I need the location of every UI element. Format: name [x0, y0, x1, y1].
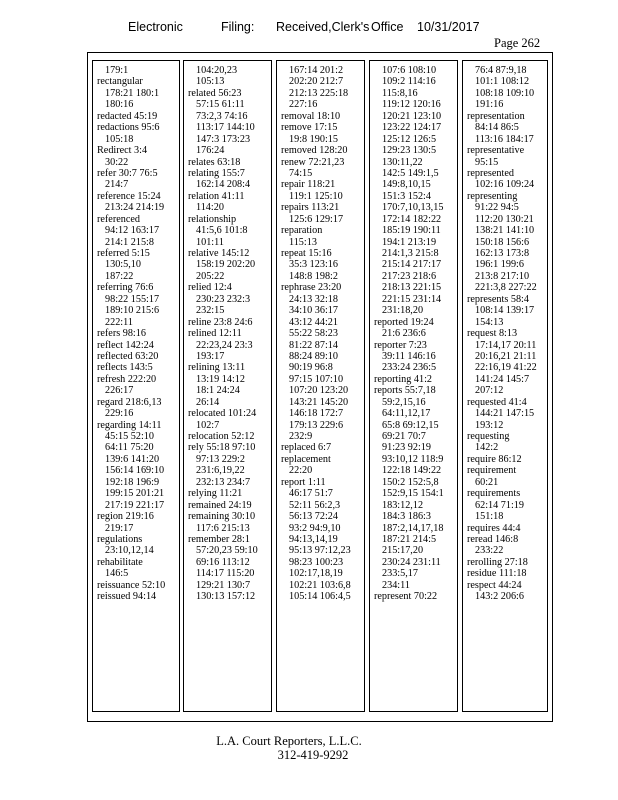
index-locator-line: 233:5,17 — [382, 568, 418, 580]
index-locator-line: 150:2 152:5,8 — [382, 476, 439, 488]
index-locator-line: 144:21 147:15 — [475, 408, 535, 420]
index-locator-line: 162:13 173:8 — [475, 248, 530, 259]
index-locator-line: 154:13 — [475, 316, 504, 328]
index-term-entry: reporting 41:2 — [374, 373, 433, 385]
index-locator-line: 187:21 214:5 — [382, 533, 437, 545]
index-frame — [87, 52, 553, 722]
index-locator-line: 56:13 72:24 — [289, 511, 338, 523]
index-locator-line: 108:18 109:10 — [475, 87, 535, 99]
index-locator-line: 119:12 120:16 — [382, 99, 441, 111]
index-locator-line: 91:22 94:5 — [475, 202, 519, 214]
index-locator-line: 180:16 — [105, 99, 134, 111]
index-term-entry: reporter 7:23 — [374, 339, 427, 351]
index-term-entry: replacement — [281, 453, 331, 465]
index-term-entry: removal 18:10 — [281, 110, 341, 122]
index-locator-line: 234:11 — [382, 579, 410, 591]
index-locator-line: 172:14 182:22 — [382, 213, 442, 225]
index-term-entry: redactions 95:6 — [97, 122, 160, 134]
index-locator-line: 57:15 61:11 — [196, 99, 245, 111]
header-date: 10/31/2017 — [417, 20, 480, 34]
index-term-entry: reissued 94:14 — [97, 591, 157, 603]
index-locator-line: 232:15 — [196, 305, 225, 317]
index-term-entry: reparation — [281, 225, 323, 237]
index-term-entry: repairs 113:21 — [281, 202, 340, 214]
index-term-entry: repair 118:21 — [281, 179, 336, 191]
index-locator-line: 105:13 — [196, 76, 225, 88]
index-locator-line: 185:19 190:11 — [382, 225, 441, 237]
index-locator-line: 207:12 — [475, 385, 504, 397]
index-term-entry: region 219:16 — [97, 511, 154, 523]
index-locator-line: 102:16 109:24 — [475, 179, 535, 191]
index-locator-line: 114:20 — [196, 202, 224, 214]
index-locator-line: 219:17 — [105, 522, 134, 534]
index-locator-line: 113:16 184:17 — [475, 133, 534, 145]
index-locator-line: 35:3 123:16 — [289, 259, 338, 271]
index-locator-line: 90:19 96:8 — [289, 362, 333, 374]
index-term-entry: removed 128:20 — [281, 145, 348, 157]
index-term-entry: rectangular — [97, 76, 143, 88]
index-locator-line: 142:2 — [475, 442, 499, 454]
footer-phone: 312-419-9292 — [277, 748, 349, 762]
index-locator-line: 215:17,20 — [382, 545, 424, 557]
index-term-entry: residue 111:18 — [467, 568, 527, 580]
index-locator-line: 19:8 190:15 — [289, 133, 338, 145]
index-term-entry: reference 15:24 — [97, 190, 161, 202]
index-term-entry: rehabilitate — [97, 556, 143, 568]
index-term-entry: requested 41:4 — [467, 396, 527, 408]
index-locator-line: 151:18 — [475, 511, 504, 523]
header-received: Received,Clerk's — [276, 20, 370, 34]
index-term-entry: relied 12:4 — [188, 282, 232, 294]
index-locator-line: 193:17 — [196, 350, 225, 362]
index-locator-line: 125:12 126:5 — [382, 133, 437, 145]
index-locator-line: 130:5,10 — [105, 259, 141, 271]
index-locator-line: 62:14 71:19 — [475, 499, 524, 511]
index-locator-line: 123:22 124:17 — [382, 122, 442, 134]
header-filing: Filing: — [221, 20, 255, 34]
index-term-entry: related 56:23 — [188, 87, 242, 99]
index-locator-line: 213:24 214:19 — [105, 202, 165, 214]
index-locator-line: 17:14,17 20:11 — [475, 339, 537, 351]
index-term-entry: represented — [467, 167, 514, 179]
index-term-entry: request 8:13 — [467, 328, 518, 340]
index-locator-line: 112:20 130:21 — [475, 213, 534, 225]
index-locator-line: 57:20,23 59:10 — [196, 545, 258, 557]
index-term-entry: relates 63:18 — [188, 156, 241, 168]
index-locator-line: 130:13 157:12 — [196, 591, 256, 603]
index-locator-line: 34:10 36:17 — [289, 305, 338, 317]
index-locator-line: 199:15 201:21 — [105, 488, 165, 500]
index-locator-line: 146:18 172:7 — [289, 408, 344, 420]
index-term-entry: relative 145:12 — [188, 248, 250, 259]
index-locator-line: 114:17 115:20 — [196, 568, 255, 580]
index-locator-line: 152:9,15 154:1 — [382, 488, 444, 500]
index-locator-line: 215:14 217:17 — [382, 259, 442, 271]
index-locator-line: 179:13 229:6 — [289, 419, 344, 431]
index-locator-line: 230:23 232:3 — [196, 293, 251, 305]
index-term-entry: representative — [467, 145, 525, 157]
index-locator-line: 143:21 145:20 — [289, 396, 349, 408]
index-locator-line: 227:16 — [289, 99, 318, 111]
index-locator-line: 143:2 206:6 — [475, 591, 524, 603]
index-locator-line: 156:14 169:10 — [105, 465, 165, 477]
index-locator-line: 97:13 229:2 — [196, 453, 245, 465]
index-locator-line: 46:17 51:7 — [289, 488, 333, 500]
index-term-entry: Redirect 3:4 — [97, 145, 148, 157]
index-locator-line: 230:24 231:11 — [382, 556, 441, 568]
index-locator-line: 122:18 149:22 — [382, 465, 442, 477]
index-locator-line: 170:7,10,13,15 — [382, 202, 444, 214]
index-locator-line: 218:13 221:15 — [382, 282, 442, 294]
index-locator-line: 21:6 236:6 — [382, 328, 426, 340]
index-term-entry: report 1:11 — [281, 476, 326, 488]
index-locator-line: 26:14 — [196, 396, 220, 408]
index-locator-line: 60:21 — [475, 476, 499, 488]
index-locator-line: 226:17 — [105, 385, 134, 397]
index-locator-line: 64:11,12,17 — [382, 408, 431, 420]
index-locator-line: 43:12 44:21 — [289, 316, 338, 328]
index-term-entry: represents 58:4 — [467, 293, 529, 305]
index-locator-line: 55:22 58:23 — [289, 328, 338, 340]
index-locator-line: 139:6 141:20 — [105, 453, 160, 465]
index-locator-line: 91:23 92:19 — [382, 442, 431, 454]
index-term-entry: require 86:12 — [467, 453, 522, 465]
index-locator-line: 129:23 130:5 — [382, 145, 437, 157]
index-locator-line: 107:20 123:20 — [289, 385, 349, 397]
index-locator-line: 222:11 — [105, 316, 133, 328]
index-locator-line: 102:7 — [196, 419, 220, 431]
index-locator-line: 88:24 89:10 — [289, 350, 338, 362]
index-locator-line: 20:16,21 21:11 — [475, 350, 537, 362]
index-term-entry: regulations — [97, 533, 143, 545]
index-locator-line: 148:8 198:2 — [289, 270, 338, 282]
index-locator-line: 147:3 173:23 — [196, 133, 251, 145]
index-term-entry: relation 41:11 — [188, 190, 245, 202]
index-locator-line: 93:2 94:9,10 — [289, 522, 341, 534]
index-locator-line: 167:14 201:2 — [289, 65, 344, 76]
page-number: Page 262 — [494, 36, 541, 50]
index-locator-line: 98:23 100:23 — [289, 556, 344, 568]
index-locator-line: 76:4 87:9,18 — [475, 65, 527, 76]
index-locator-line: 191:16 — [475, 99, 504, 111]
index-column-3 — [276, 60, 365, 712]
index-locator-line: 41:5,6 101:8 — [196, 225, 248, 237]
index-locator-line: 108:14 139:17 — [475, 305, 535, 317]
index-locator-line: 212:13 225:18 — [289, 87, 349, 99]
index-term-entry: redacted 45:19 — [97, 110, 158, 122]
index-locator-line: 98:22 155:17 — [105, 293, 160, 305]
index-locator-line: 129:21 130:7 — [196, 579, 251, 591]
index-term-entry: repeat 15:16 — [281, 248, 332, 259]
index-locator-line: 125:6 129:17 — [289, 213, 344, 225]
index-locator-line: 102:21 103:6,8 — [289, 579, 351, 591]
index-locator-line: 101:11 — [196, 236, 224, 248]
index-locator-line: 84:14 86:5 — [475, 122, 519, 134]
index-locator-line: 18:1 24:24 — [196, 385, 240, 397]
index-locator-line: 13:19 14:12 — [196, 373, 245, 385]
index-locator-line: 22:16,19 41:22 — [475, 362, 537, 374]
index-locator-line: 109:2 114:16 — [382, 76, 436, 88]
index-locator-line: 194:1 213:19 — [382, 236, 437, 248]
index-locator-line: 232:13 234:7 — [196, 476, 251, 488]
index-locator-line: 221:15 231:14 — [382, 293, 442, 305]
index-column-2 — [183, 60, 272, 712]
index-locator-line: 214:7 — [105, 179, 129, 191]
index-locator-line: 151:3 152:4 — [382, 190, 431, 202]
index-locator-line: 231:6,19,22 — [196, 465, 245, 477]
index-locator-line: 24:13 32:18 — [289, 293, 338, 305]
index-locator-line: 81:22 87:14 — [289, 339, 338, 351]
index-locator-line: 146:5 — [105, 568, 129, 580]
header-electronic: Electronic — [128, 20, 183, 34]
index-term-entry: rerolling 27:18 — [467, 556, 528, 568]
index-locator-line: 217:19 221:17 — [105, 499, 165, 511]
index-term-entry: refers 98:16 — [97, 328, 146, 340]
index-term-entry: remember 28:1 — [188, 533, 250, 545]
index-locator-line: 107:6 108:10 — [382, 65, 437, 76]
index-term-entry: reflect 142:24 — [97, 339, 154, 351]
index-locator-line: 138:21 141:10 — [475, 225, 535, 237]
index-term-entry: replaced 6:7 — [281, 442, 332, 454]
index-term-entry: reread 146:8 — [467, 533, 519, 545]
index-locator-line: 39:11 146:16 — [382, 350, 436, 362]
index-locator-line: 229:16 — [105, 408, 134, 420]
index-term-entry: referring 76:6 — [97, 282, 154, 294]
index-locator-line: 196:1 199:6 — [475, 259, 524, 271]
index-column-1 — [92, 60, 180, 712]
index-locator-line: 142:5 149:1,5 — [382, 167, 439, 179]
index-locator-line: 73:2,3 74:16 — [196, 110, 248, 122]
index-term-entry: reline 23:8 24:6 — [188, 316, 253, 328]
index-locator-line: 187:22 — [105, 270, 134, 282]
index-locator-line: 231:18,20 — [382, 305, 424, 317]
index-locator-line: 105:14 106:4,5 — [289, 591, 351, 603]
index-locator-line: 214:1 215:8 — [105, 236, 154, 248]
index-term-entry: regarding 14:11 — [97, 419, 162, 431]
index-term-entry: relined 12:11 — [188, 328, 242, 340]
index-locator-line: 52:11 56:2,3 — [289, 499, 341, 511]
index-locator-line: 22:20 — [289, 465, 313, 477]
index-locator-line: 23:10,12,14 — [105, 545, 154, 557]
index-locator-line: 141:24 145:7 — [475, 373, 530, 385]
index-locator-line: 183:12,12 — [382, 499, 424, 511]
index-column-5 — [462, 60, 548, 712]
index-locator-line: 115:13 — [289, 236, 317, 248]
index-locator-line: 178:21 180:1 — [105, 87, 160, 99]
index-term-entry: relocated 101:24 — [188, 408, 257, 420]
index-locator-line: 187:2,14,17,18 — [382, 522, 444, 534]
index-term-entry: representing — [467, 190, 518, 202]
index-locator-line: 104:20,23 — [196, 65, 238, 76]
index-locator-line: 232:9 — [289, 431, 313, 442]
index-locator-line: 59:2,15,16 — [382, 396, 426, 408]
index-term-entry: reflected 63:20 — [97, 350, 159, 362]
index-locator-line: 93:10,12 118:9 — [382, 453, 444, 465]
index-locator-line: 213:8 217:10 — [475, 270, 530, 282]
index-term-entry: reports 55:7,18 — [374, 385, 436, 397]
index-locator-line: 74:15 — [289, 167, 313, 179]
index-locator-line: 101:1 108:12 — [475, 76, 530, 88]
index-locator-line: 176:24 — [196, 145, 225, 157]
index-locator-line: 217:23 218:6 — [382, 270, 437, 282]
index-locator-line: 95:15 — [475, 156, 499, 168]
index-locator-line: 221:3,8 227:22 — [475, 282, 537, 294]
index-term-entry: regard 218:6,13 — [97, 396, 162, 408]
index-term-entry: rephrase 23:20 — [281, 282, 342, 294]
index-term-entry: requirement — [467, 465, 517, 477]
index-locator-line: 158:19 202:20 — [196, 259, 256, 271]
index-locator-line: 105:18 — [105, 133, 134, 145]
header-office: Office — [371, 20, 404, 34]
index-term-entry: relocation 52:12 — [188, 431, 255, 442]
index-locator-line: 120:21 123:10 — [382, 110, 442, 122]
index-term-entry: relining 13:11 — [188, 362, 246, 374]
index-locator-line: 149:8,10,15 — [382, 179, 431, 191]
index-locator-line: 117:6 215:13 — [196, 522, 250, 534]
index-term-entry: relationship — [188, 213, 237, 225]
index-locator-line: 22:23,24 23:3 — [196, 339, 253, 351]
index-locator-line: 119:1 125:10 — [289, 190, 343, 202]
index-term-entry: refer 30:7 76:5 — [97, 167, 158, 179]
index-locator-line: 214:1,3 215:8 — [382, 248, 439, 259]
index-locator-line: 150:18 156:6 — [475, 236, 530, 248]
index-term-entry: relating 155:7 — [188, 167, 245, 179]
index-column-4 — [369, 60, 458, 712]
index-term-entry: referenced — [97, 213, 140, 225]
index-term-entry: requires 44:4 — [467, 522, 521, 534]
index-term-entry: relying 11:21 — [188, 488, 243, 500]
index-locator-line: 193:12 — [475, 419, 504, 431]
index-locator-line: 189:10 215:6 — [105, 305, 160, 317]
index-locator-line: 45:15 52:10 — [105, 431, 154, 442]
index-locator-line: 97:15 107:10 — [289, 373, 344, 385]
index-locator-line: 130:11,22 — [382, 156, 423, 168]
index-locator-line: 202:20 212:7 — [289, 76, 344, 88]
index-term-entry: referred 5:15 — [97, 248, 150, 259]
index-term-entry: requesting — [467, 431, 510, 442]
index-locator-line: 115:8,16 — [382, 87, 418, 99]
footer-company: L.A. Court Reporters, L.L.C. — [216, 734, 362, 748]
index-locator-line: 69:21 70:7 — [382, 431, 426, 442]
index-term-entry: requirements — [467, 488, 521, 500]
index-locator-line: 94:12 163:17 — [105, 225, 160, 237]
index-term-entry: reported 19:24 — [374, 316, 434, 328]
index-term-entry: reissuance 52:10 — [97, 579, 166, 591]
index-locator-line: 162:14 208:4 — [196, 179, 251, 191]
index-locator-line: 192:18 196:9 — [105, 476, 160, 488]
index-term-entry: remained 24:19 — [188, 499, 252, 511]
index-term-entry: remaining 30:10 — [188, 511, 256, 523]
index-locator-line: 233:24 236:5 — [382, 362, 437, 374]
index-locator-line: 95:13 97:12,23 — [289, 545, 351, 557]
index-locator-line: 30:22 — [105, 156, 129, 168]
index-term-entry: representation — [467, 110, 525, 122]
index-term-entry: rely 55:18 97:10 — [188, 442, 256, 454]
index-locator-line: 233:22 — [475, 545, 504, 557]
index-term-entry: remove 17:15 — [281, 122, 338, 134]
index-locator-line: 69:16 113:12 — [196, 556, 250, 568]
index-term-entry: renew 72:21,23 — [281, 156, 345, 168]
index-locator-line: 64:11 75:20 — [105, 442, 154, 454]
index-locator-line: 102:17,18,19 — [289, 568, 343, 580]
index-term-entry: respect 44:24 — [467, 579, 522, 591]
index-locator-line: 179:1 — [105, 65, 129, 76]
index-locator-line: 113:17 144:10 — [196, 122, 255, 134]
index-term-entry: refresh 222:20 — [97, 373, 157, 385]
index-locator-line: 205:22 — [196, 270, 225, 282]
index-locator-line: 65:8 69:12,15 — [382, 419, 439, 431]
index-term-entry: represent 70:22 — [374, 591, 438, 603]
index-locator-line: 94:13,14,19 — [289, 533, 338, 545]
index-locator-line: 184:3 186:3 — [382, 511, 431, 523]
index-term-entry: reflects 143:5 — [97, 362, 153, 374]
